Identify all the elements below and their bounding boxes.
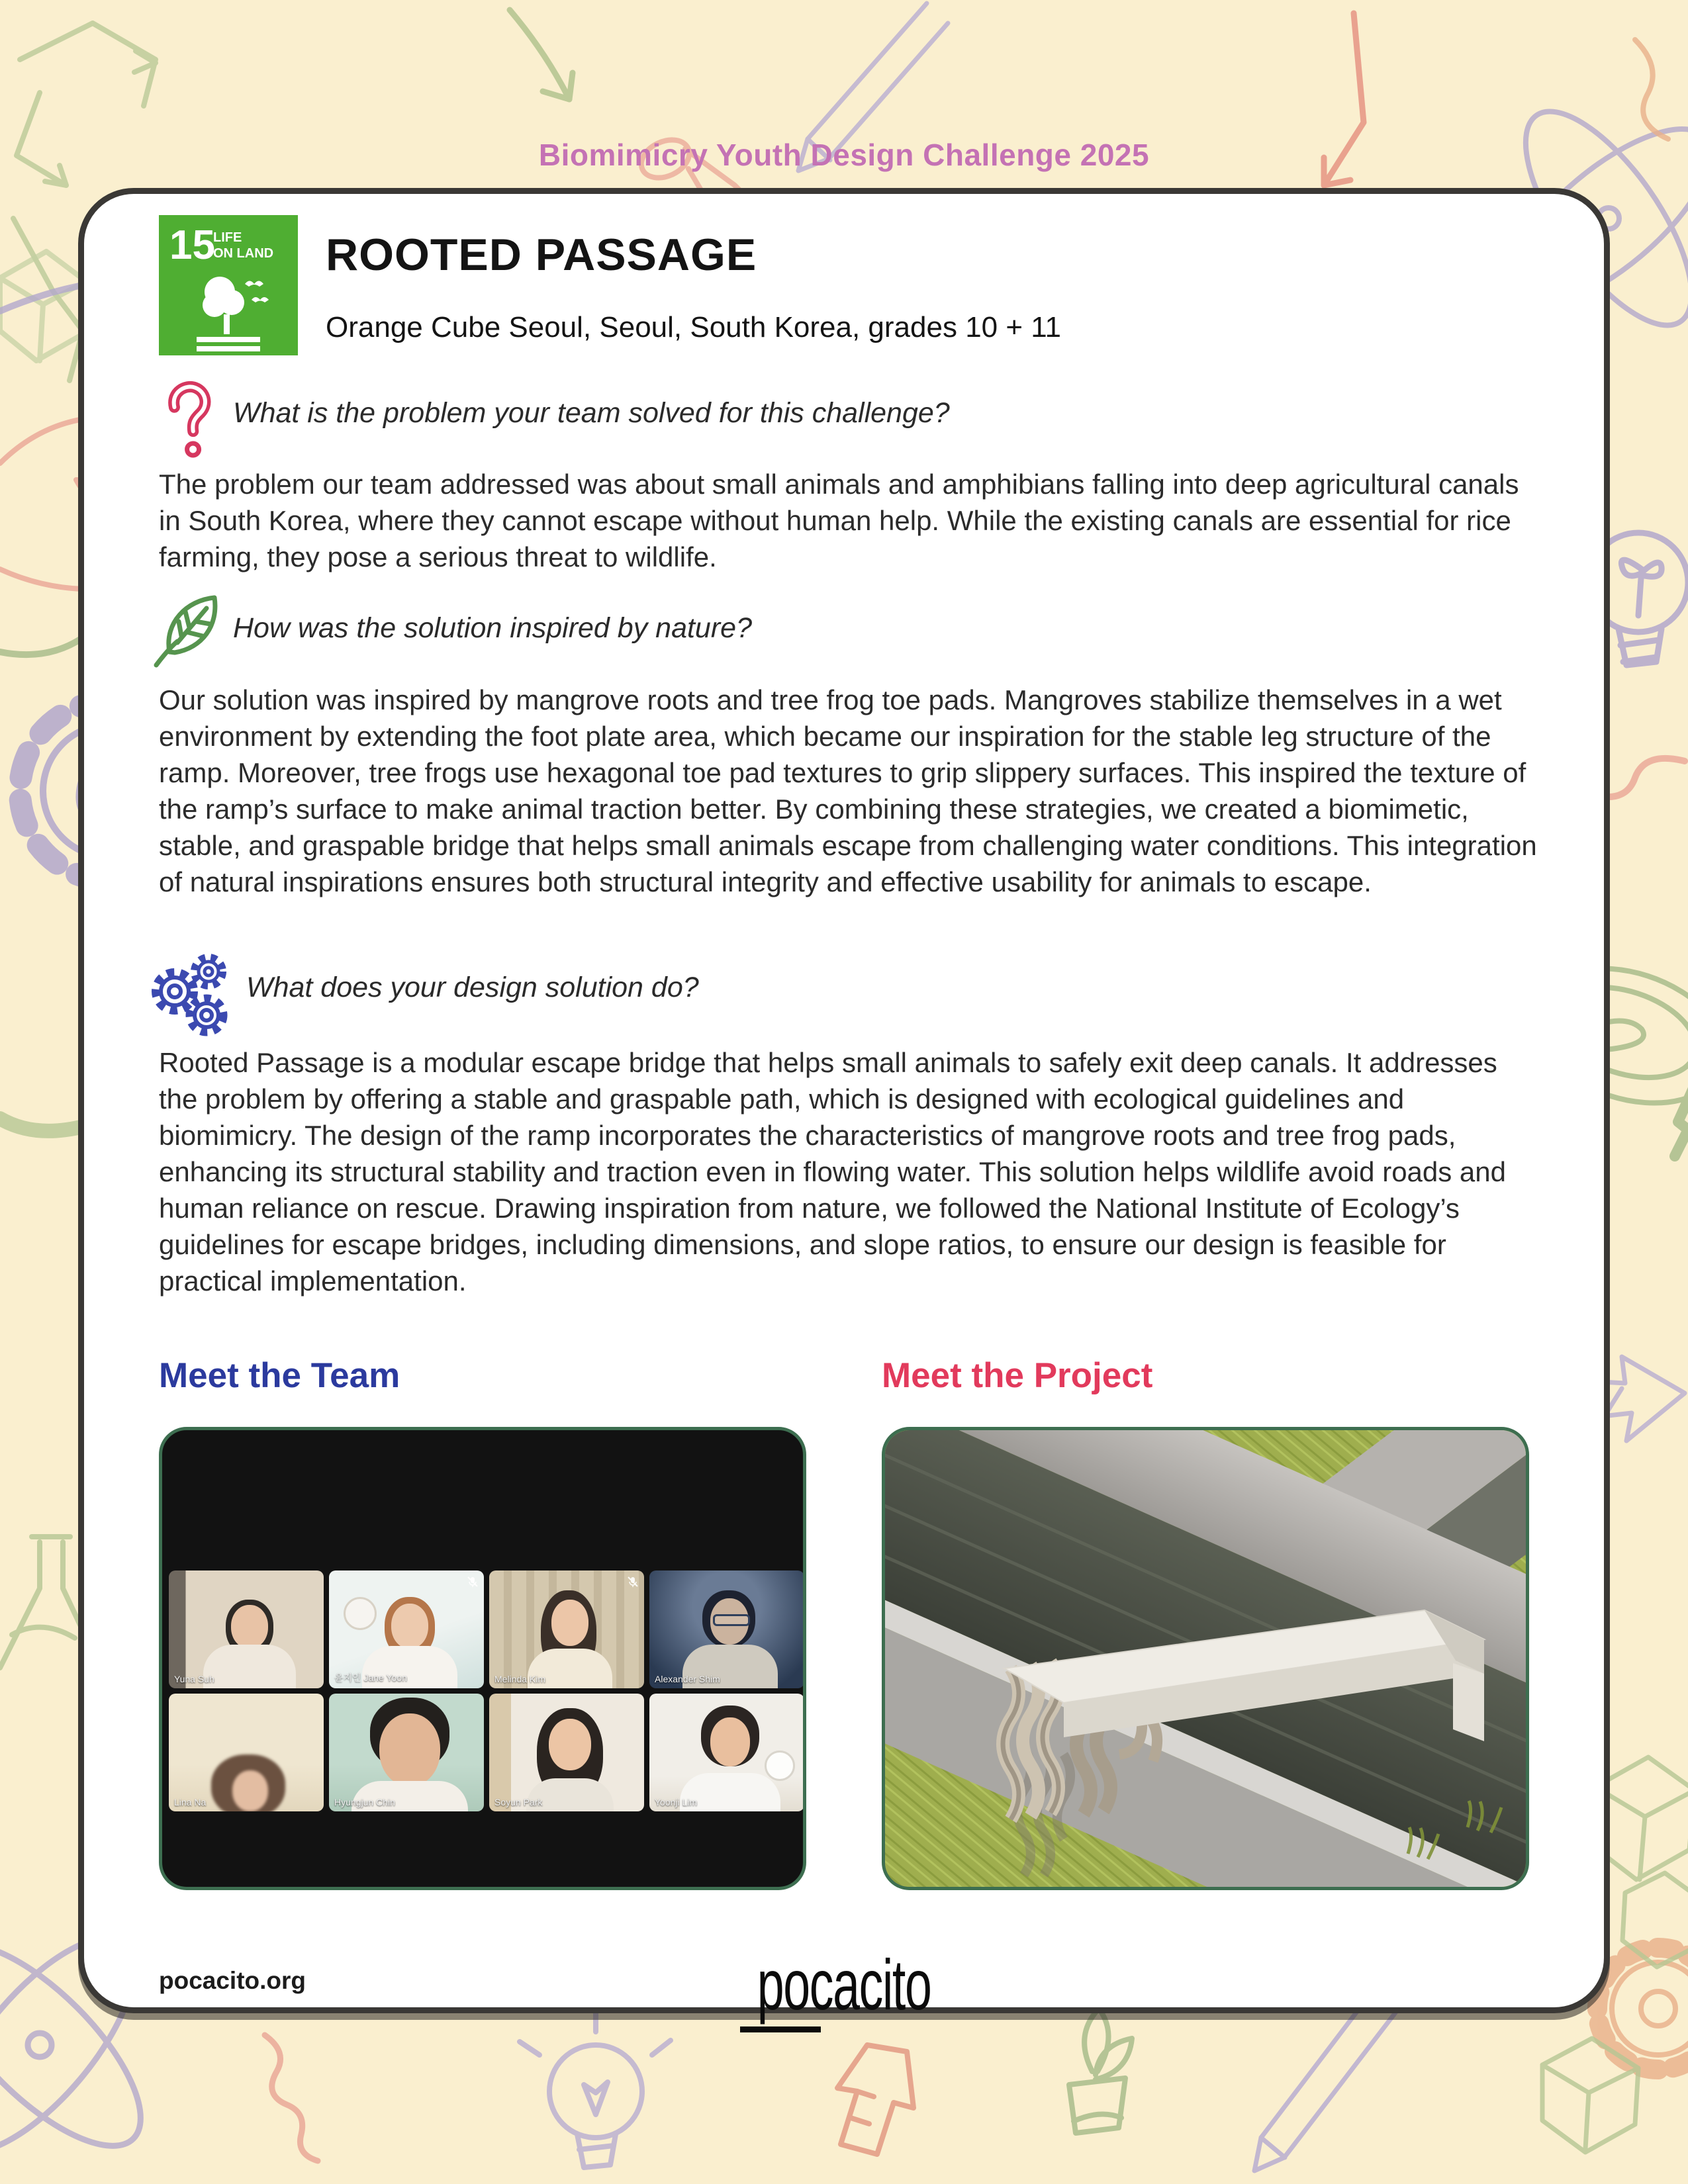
participant-name: Yuna Suh	[174, 1674, 214, 1684]
sdg-label-1: LIFE	[213, 230, 242, 245]
question-1: What is the problem your team solved for this challenge?	[233, 397, 950, 429]
mic-muted-icon	[467, 1576, 479, 1588]
footer-website: pocacito.org	[159, 1967, 306, 1994]
pocacito-logo-text: pocacito	[757, 1944, 931, 2025]
sdg-15-badge	[159, 215, 298, 355]
team-member-tile	[649, 1694, 804, 1811]
team-member-tile	[489, 1694, 644, 1811]
page-subtitle: Orange Cube Seoul, Seoul, South Korea, grades 10 + 11	[326, 311, 1061, 343]
answer-2: Our solution was inspired by mangrove roots and tree frog toe pads. Mangroves stabilize themselves in a wet environment by extending the foot plate area, which became our inspiration for the stable leg structure of the ramp. Moreover, tree frogs use hexagonal toe pad textures to grip slippery surfaces. This inspired the texture of the ramp’s surface to make animal traction better. By combining these strategies, we created a biomimetic, stable, and graspable bridge that helps small animals escape from challenging water conditions. This integration of natural inspirations ensures both structural integrity and effective usability for animals to escape.	[159, 684, 1537, 897]
answer-3: Rooted Passage is a modular escape bridge that helps small animals to safely exit deep canals. It addresses the problem by offering a stable and graspable path, which is designed with ecological guidelines and biomimicry. The design of the ramp incorporates the characteristics of mangrove roots and tree frog pads, enhancing its structural stability and traction even in flowing water. This solution helps wildlife avoid roads and human reliance on rescue. Drawing inspiration from nature, we followed the National Institute of Ecology’s guidelines for escape bridges, including dimensions, and slope ratios, to ensure our design is feasible for practical implementation.	[159, 1047, 1507, 1297]
team-member-tile	[169, 1694, 324, 1811]
project-render	[885, 1430, 1526, 1887]
team-member-tile	[489, 1570, 644, 1688]
team-heading: Meet the Team	[159, 1356, 400, 1395]
answer-1: The problem our team addressed was about small animals and amphibians falling into deep agricultural canals in South Korea, where they cannot escape without human help. While the existing canals are essential for rice farming, they pose a serious threat to wildlife.	[159, 469, 1519, 572]
participant-name: Hyungjun Chin	[334, 1797, 395, 1807]
participant-name: 윤지인 Jane Yoon	[334, 1672, 407, 1683]
participant-name: Soyun Park	[494, 1797, 543, 1807]
project-photo	[882, 1427, 1529, 1890]
page-title: ROOTED PASSAGE	[326, 230, 757, 280]
team-member-tile	[329, 1570, 484, 1688]
participant-name: Melinda Kim	[494, 1674, 546, 1684]
pocacito-logo-underline	[740, 2026, 821, 2032]
question-3: What does your design solution do?	[246, 972, 699, 1003]
team-member-tile	[649, 1570, 804, 1688]
question-mark-icon	[158, 379, 224, 465]
question-2: How was the solution inspired by nature?	[233, 612, 752, 644]
team-member-tile	[169, 1570, 324, 1688]
project-heading: Meet the Project	[882, 1356, 1153, 1395]
participant-name: Lina Na	[174, 1797, 207, 1807]
team-member-tile	[329, 1694, 484, 1811]
gears-icon	[147, 950, 233, 1040]
leaf-icon	[150, 591, 226, 669]
sdg-number: 15	[169, 222, 215, 268]
sdg-label-2: ON LAND	[213, 246, 274, 261]
participant-name: Yoonji Lim	[655, 1797, 698, 1807]
event-title: Biomimicry Youth Design Challenge 2025	[538, 138, 1150, 172]
team-photo	[159, 1427, 806, 1890]
mic-muted-icon	[627, 1576, 639, 1588]
pocacito-logo	[78, 1943, 1610, 2026]
participant-name: Alexander Shim	[655, 1674, 720, 1684]
